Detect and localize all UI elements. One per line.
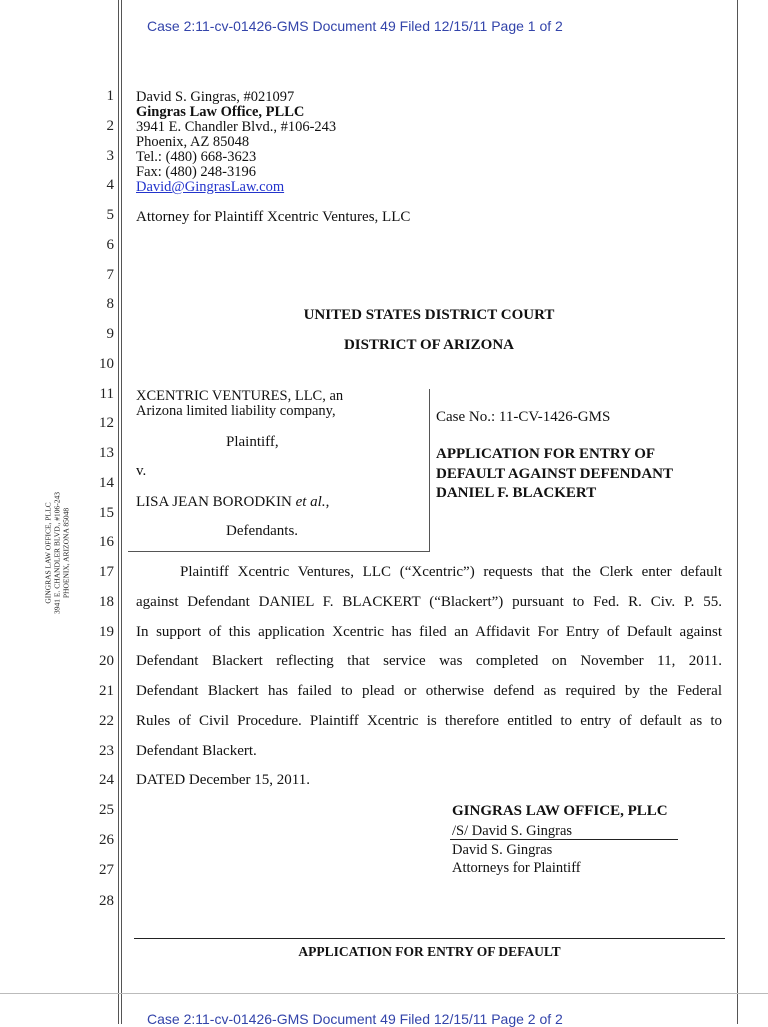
document-title-line-1: APPLICATION FOR ENTRY OF (436, 446, 656, 462)
line-number: 26 (99, 832, 114, 848)
line-number: 13 (99, 445, 114, 461)
body-line: In support of this application Xcentric has filed an Affidavit For Entry of Default against (136, 624, 722, 640)
case-header-stamp: Case 2:11-cv-01426-GMS Document 49 Filed 12/15/11 Page 1 of 2 (147, 18, 563, 34)
line-number: 8 (106, 296, 114, 312)
body-line: Rules of Civil Procedure. Plaintiff Xcentric is therefore entitled to entry of default as to (136, 713, 722, 729)
defendant-name-text: LISA JEAN BORODKIN (136, 494, 292, 510)
body-line: against Defendant DANIEL F. BLACKERT (“Blackert”) pursuant to Fed. R. Civ. P. 55. (136, 594, 722, 610)
signature-electronic: /S/ David S. Gingras (452, 823, 573, 839)
defendant-name (136, 494, 329, 511)
line-number: 19 (99, 624, 114, 640)
attorney-email-link[interactable]: David@GingrasLaw.com (136, 179, 285, 195)
defendant-etal: et al. (295, 494, 326, 510)
attorney-name: David S. Gingras, #021097 (136, 89, 295, 105)
next-page-header-stamp: Case 2:11-cv-01426-GMS Document 49 Filed 12/15/11 Page 2 of 2 (147, 1011, 563, 1027)
line-number: 2 (106, 118, 114, 134)
side-label-line-3: PHOENIX, ARIZONA 85048 (61, 507, 71, 599)
attorney-firm: Gingras Law Office, PLLC (136, 104, 305, 120)
document-title-line-2: DEFAULT AGAINST DEFENDANT (436, 466, 674, 482)
attorney-address-2: Phoenix, AZ 85048 (136, 134, 250, 150)
body-line: Defendant Blackert has failed to plead or otherwise defend as required by the Federal (136, 683, 722, 699)
footer-rule (134, 938, 725, 939)
caption-bottom-rule (128, 551, 430, 552)
line-number: 11 (99, 386, 114, 402)
line-number: 21 (99, 683, 114, 699)
defendant-role: Defendants. (226, 523, 299, 539)
footer-title: APPLICATION FOR ENTRY OF DEFAULT (298, 944, 561, 959)
page-break-rule (0, 993, 768, 994)
attorney-fax: Fax: (480) 248-3196 (136, 164, 257, 180)
side-label-line-1: GINGRAS LAW OFFICE, PLLC (43, 502, 53, 604)
line-number: 4 (106, 177, 114, 193)
attorney-role: Attorney for Plaintiff Xcentric Ventures, LLC (136, 209, 411, 225)
line-number: 10 (99, 356, 114, 372)
court-district: DISTRICT OF ARIZONA (343, 337, 515, 353)
signature-firm: GINGRAS LAW OFFICE, PLLC (452, 803, 668, 819)
document-title-line-3: DANIEL F. BLACKERT (436, 485, 597, 501)
signature-role: Attorneys for Plaintiff (452, 860, 581, 876)
attorney-address-1: 3941 E. Chandler Blvd., #106-243 (136, 119, 337, 135)
defendant-comma: , (325, 494, 330, 510)
line-number: 25 (99, 802, 114, 818)
caption-divider (429, 389, 430, 552)
body-line: Defendant Blackert reflecting that service was completed on November 11, 2011. (136, 653, 722, 669)
side-label-line-2: 3941 E. CHANDLER BLVD., #106-243 (52, 491, 62, 615)
line-number: 20 (99, 653, 114, 669)
line-number: 17 (99, 564, 114, 580)
line-number: 27 (99, 862, 114, 878)
line-number: 1 (106, 88, 114, 104)
versus-label: v. (136, 463, 147, 479)
dated-line: DATED December 15, 2011. (136, 772, 310, 788)
line-number: 23 (99, 743, 114, 759)
line-number: 16 (99, 534, 114, 550)
firm-side-label (44, 492, 71, 614)
plaintiff-role: Plaintiff, (226, 434, 279, 450)
case-number: Case No.: 11-CV-1426-GMS (436, 409, 611, 425)
signature-name: David S. Gingras (452, 842, 553, 858)
signature-underline (450, 839, 678, 840)
line-number: 5 (106, 207, 114, 223)
line-number: 15 (99, 505, 114, 521)
line-number: 24 (99, 772, 114, 788)
line-number: 7 (106, 267, 114, 283)
court-name: UNITED STATES DISTRICT COURT (303, 307, 555, 323)
left-margin-rule-outer (118, 0, 119, 1024)
left-margin-rule-inner (121, 0, 122, 1024)
body-line: Plaintiff Xcentric Ventures, LLC (“Xcentric”) requests that the Clerk enter default (180, 564, 722, 580)
line-number: 22 (99, 713, 114, 729)
plaintiff-name: XCENTRIC VENTURES, LLC, an (136, 388, 344, 404)
attorney-tel: Tel.: (480) 668-3623 (136, 149, 257, 165)
line-number: 14 (99, 475, 114, 491)
line-number: 9 (106, 326, 114, 342)
line-number: 6 (106, 237, 114, 253)
plaintiff-description: Arizona limited liability company, (136, 403, 336, 419)
line-number: 3 (106, 148, 114, 164)
line-number: 28 (99, 893, 114, 909)
body-line: Defendant Blackert. (136, 743, 257, 759)
line-number: 12 (99, 415, 114, 431)
line-number: 18 (99, 594, 114, 610)
right-margin-rule (737, 0, 738, 1024)
